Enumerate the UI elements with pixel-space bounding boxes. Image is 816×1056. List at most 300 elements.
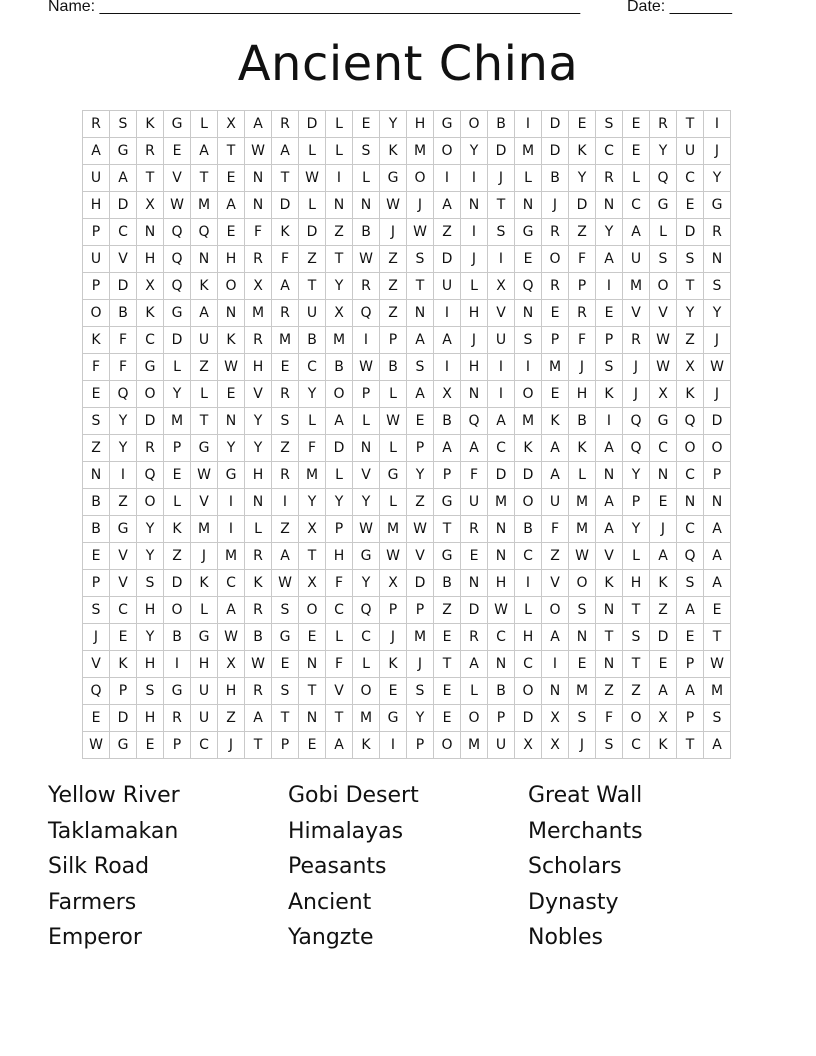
grid-cell: U — [191, 705, 218, 732]
grid-cell: R — [164, 705, 191, 732]
grid-cell: K — [650, 732, 677, 759]
grid-cell: O — [461, 705, 488, 732]
grid-cell: H — [191, 651, 218, 678]
date-line: Date: _______ — [627, 0, 732, 15]
grid-cell: T — [434, 516, 461, 543]
grid-cell: C — [515, 543, 542, 570]
grid-cell: Z — [380, 300, 407, 327]
grid-cell: Q — [164, 246, 191, 273]
grid-cell: Q — [677, 408, 704, 435]
grid-cell: P — [380, 327, 407, 354]
grid-cell: S — [272, 678, 299, 705]
grid-cell: L — [461, 273, 488, 300]
grid-cell: R — [83, 111, 110, 138]
grid-cell: B — [542, 165, 569, 192]
grid-cell: O — [515, 489, 542, 516]
grid-cell: W — [272, 570, 299, 597]
grid-cell: P — [380, 597, 407, 624]
grid-cell: T — [434, 651, 461, 678]
word-bank-item: Merchants — [528, 818, 643, 844]
grid-cell: A — [218, 192, 245, 219]
grid-cell: K — [83, 327, 110, 354]
grid-cell: E — [299, 624, 326, 651]
grid-cell: J — [461, 327, 488, 354]
grid-cell: W — [650, 354, 677, 381]
grid-cell: L — [380, 435, 407, 462]
grid-cell: I — [596, 273, 623, 300]
grid-cell: Z — [434, 219, 461, 246]
grid-cell: I — [461, 219, 488, 246]
grid-cell: X — [137, 192, 164, 219]
grid-cell: E — [704, 597, 731, 624]
grid-cell: M — [488, 489, 515, 516]
grid-cell: U — [434, 273, 461, 300]
grid-cell: E — [83, 543, 110, 570]
grid-cell: E — [164, 462, 191, 489]
grid-cell: D — [488, 138, 515, 165]
grid-cell: Y — [353, 570, 380, 597]
grid-cell: P — [623, 489, 650, 516]
grid-cell: W — [245, 138, 272, 165]
grid-cell: L — [164, 489, 191, 516]
grid-cell: Q — [164, 273, 191, 300]
grid-cell: S — [110, 111, 137, 138]
grid-cell: L — [515, 597, 542, 624]
grid-cell: R — [596, 165, 623, 192]
grid-cell: J — [704, 327, 731, 354]
grid-cell: M — [569, 516, 596, 543]
grid-cell: Q — [191, 219, 218, 246]
grid-cell: P — [164, 732, 191, 759]
grid-cell: S — [569, 597, 596, 624]
grid-cell: S — [407, 246, 434, 273]
grid-cell: G — [164, 678, 191, 705]
grid-cell: E — [353, 111, 380, 138]
grid-cell: K — [515, 435, 542, 462]
grid-cell: T — [191, 165, 218, 192]
grid-cell: C — [110, 597, 137, 624]
grid-cell: K — [380, 651, 407, 678]
grid-cell: L — [191, 597, 218, 624]
grid-cell: D — [650, 624, 677, 651]
grid-cell: N — [83, 462, 110, 489]
grid-cell: X — [137, 273, 164, 300]
grid-cell: P — [677, 651, 704, 678]
grid-cell: N — [407, 300, 434, 327]
grid-cell: L — [164, 354, 191, 381]
grid-cell: Z — [380, 273, 407, 300]
grid-cell: W — [218, 624, 245, 651]
grid-cell: Y — [110, 408, 137, 435]
grid-cell: N — [461, 381, 488, 408]
grid-cell: G — [434, 489, 461, 516]
grid-cell: M — [164, 408, 191, 435]
grid-cell: R — [650, 111, 677, 138]
grid-cell: P — [488, 705, 515, 732]
grid-cell: J — [83, 624, 110, 651]
grid-cell: I — [704, 111, 731, 138]
grid-cell: R — [569, 300, 596, 327]
grid-cell: K — [569, 435, 596, 462]
grid-cell: G — [434, 111, 461, 138]
grid-cell: O — [677, 435, 704, 462]
grid-cell: Z — [164, 543, 191, 570]
grid-cell: T — [272, 165, 299, 192]
grid-cell: V — [83, 651, 110, 678]
grid-cell: P — [596, 327, 623, 354]
grid-cell: X — [218, 111, 245, 138]
grid-cell: R — [245, 678, 272, 705]
word-bank-item: Gobi Desert — [288, 783, 419, 808]
grid-cell: T — [623, 597, 650, 624]
grid-cell: I — [515, 570, 542, 597]
grid-cell: N — [542, 678, 569, 705]
grid-cell: K — [596, 570, 623, 597]
grid-cell: D — [704, 408, 731, 435]
grid-cell: A — [407, 381, 434, 408]
grid-cell: Y — [596, 219, 623, 246]
grid-cell: I — [218, 516, 245, 543]
grid-cell: O — [650, 273, 677, 300]
grid-cell: C — [596, 138, 623, 165]
grid-cell: Y — [704, 300, 731, 327]
grid-cell: E — [272, 354, 299, 381]
grid-cell: S — [569, 705, 596, 732]
grid-cell: S — [515, 327, 542, 354]
grid-cell: E — [137, 732, 164, 759]
grid-cell: H — [218, 678, 245, 705]
grid-cell: H — [137, 597, 164, 624]
grid-cell: H — [245, 354, 272, 381]
grid-cell: N — [218, 300, 245, 327]
grid-cell: E — [677, 624, 704, 651]
grid-cell: R — [542, 219, 569, 246]
grid-cell: D — [137, 408, 164, 435]
grid-cell: J — [650, 516, 677, 543]
grid-cell: D — [515, 705, 542, 732]
grid-cell: Z — [380, 246, 407, 273]
grid-cell: D — [299, 219, 326, 246]
grid-cell: D — [272, 192, 299, 219]
grid-cell: F — [461, 462, 488, 489]
grid-cell: D — [164, 327, 191, 354]
grid-cell: O — [137, 489, 164, 516]
grid-cell: U — [191, 678, 218, 705]
grid-cell: Y — [326, 489, 353, 516]
grid-cell: L — [299, 408, 326, 435]
grid-cell: K — [110, 651, 137, 678]
grid-cell: T — [299, 678, 326, 705]
grid-cell: Y — [704, 165, 731, 192]
grid-cell: O — [83, 300, 110, 327]
grid-cell: I — [515, 111, 542, 138]
grid-cell: S — [83, 408, 110, 435]
grid-cell: L — [380, 381, 407, 408]
grid-cell: Z — [569, 219, 596, 246]
grid-cell: M — [569, 489, 596, 516]
grid-cell: T — [407, 273, 434, 300]
word-search-grid — [82, 110, 731, 759]
grid-cell: D — [326, 435, 353, 462]
grid-cell: J — [569, 354, 596, 381]
grid-cell: D — [461, 597, 488, 624]
grid-cell: Q — [353, 597, 380, 624]
grid-cell: O — [299, 597, 326, 624]
grid-cell: H — [137, 651, 164, 678]
grid-cell: E — [83, 705, 110, 732]
grid-cell: H — [461, 354, 488, 381]
grid-cell: Z — [596, 678, 623, 705]
grid-cell: D — [407, 570, 434, 597]
grid-cell: M — [353, 705, 380, 732]
grid-cell: F — [542, 516, 569, 543]
grid-cell: M — [461, 732, 488, 759]
grid-cell: Z — [110, 489, 137, 516]
grid-cell: S — [704, 273, 731, 300]
grid-cell: F — [569, 327, 596, 354]
grid-cell: G — [434, 543, 461, 570]
grid-cell: N — [218, 408, 245, 435]
grid-cell: J — [542, 192, 569, 219]
grid-cell: K — [218, 327, 245, 354]
grid-cell: L — [461, 678, 488, 705]
grid-cell: G — [650, 408, 677, 435]
grid-cell: M — [515, 138, 542, 165]
grid-cell: Y — [461, 138, 488, 165]
grid-cell: J — [407, 192, 434, 219]
grid-cell: Q — [137, 462, 164, 489]
grid-cell: K — [677, 381, 704, 408]
grid-cell: L — [515, 165, 542, 192]
word-bank-item: Great Wall — [528, 783, 643, 808]
grid-cell: T — [623, 651, 650, 678]
grid-cell: A — [110, 165, 137, 192]
grid-cell: R — [137, 435, 164, 462]
grid-cell: G — [191, 435, 218, 462]
grid-cell: V — [245, 381, 272, 408]
grid-cell: U — [542, 489, 569, 516]
grid-cell: N — [191, 246, 218, 273]
grid-cell: W — [353, 516, 380, 543]
grid-cell: D — [569, 192, 596, 219]
grid-cell: W — [569, 543, 596, 570]
grid-cell: Q — [623, 435, 650, 462]
grid-cell: W — [164, 192, 191, 219]
grid-cell: E — [515, 246, 542, 273]
grid-cell: E — [434, 624, 461, 651]
grid-cell: A — [461, 435, 488, 462]
grid-cell: X — [380, 570, 407, 597]
grid-cell: S — [650, 246, 677, 273]
grid-cell: Z — [407, 489, 434, 516]
grid-cell: A — [191, 138, 218, 165]
grid-cell: V — [164, 165, 191, 192]
grid-cell: E — [218, 219, 245, 246]
grid-cell: Z — [272, 516, 299, 543]
grid-cell: E — [650, 651, 677, 678]
grid-cell: E — [110, 624, 137, 651]
grid-cell: E — [380, 678, 407, 705]
grid-cell: S — [407, 678, 434, 705]
grid-cell: X — [218, 651, 245, 678]
grid-cell: B — [488, 678, 515, 705]
grid-cell: N — [245, 192, 272, 219]
grid-cell: S — [272, 408, 299, 435]
grid-cell: H — [326, 543, 353, 570]
grid-cell: A — [191, 300, 218, 327]
grid-cell: L — [191, 381, 218, 408]
grid-cell: P — [434, 462, 461, 489]
grid-cell: X — [650, 705, 677, 732]
grid-cell: W — [353, 354, 380, 381]
grid-cell: E — [569, 111, 596, 138]
grid-cell: Y — [218, 435, 245, 462]
grid-cell: E — [542, 300, 569, 327]
grid-cell: J — [191, 543, 218, 570]
grid-cell: Z — [218, 705, 245, 732]
grid-cell: M — [515, 408, 542, 435]
grid-cell: K — [353, 732, 380, 759]
grid-cell: G — [704, 192, 731, 219]
grid-cell: I — [488, 381, 515, 408]
grid-cell: E — [434, 705, 461, 732]
grid-cell: L — [623, 543, 650, 570]
grid-cell: I — [434, 354, 461, 381]
grid-cell: W — [380, 543, 407, 570]
grid-cell: G — [164, 300, 191, 327]
grid-cell: Q — [83, 678, 110, 705]
grid-cell: Y — [137, 624, 164, 651]
grid-cell: E — [164, 138, 191, 165]
grid-cell: K — [245, 570, 272, 597]
grid-cell: I — [488, 246, 515, 273]
grid-cell: S — [137, 570, 164, 597]
grid-cell: C — [326, 597, 353, 624]
grid-cell: H — [461, 300, 488, 327]
grid-cell: Q — [623, 408, 650, 435]
grid-cell: T — [272, 705, 299, 732]
grid-cell: T — [245, 732, 272, 759]
grid-cell: Z — [434, 597, 461, 624]
grid-cell: E — [299, 732, 326, 759]
grid-cell: R — [704, 219, 731, 246]
grid-cell: P — [407, 435, 434, 462]
grid-cell: E — [569, 651, 596, 678]
grid-cell: I — [596, 408, 623, 435]
grid-cell: G — [272, 624, 299, 651]
grid-cell: I — [353, 327, 380, 354]
grid-cell: D — [110, 273, 137, 300]
grid-cell: S — [677, 246, 704, 273]
grid-cell: K — [542, 408, 569, 435]
grid-cell: Y — [353, 489, 380, 516]
grid-cell: L — [380, 489, 407, 516]
grid-cell: S — [353, 138, 380, 165]
grid-cell: P — [677, 705, 704, 732]
grid-cell: N — [461, 570, 488, 597]
word-bank-item: Dynasty — [528, 889, 619, 915]
grid-cell: T — [326, 705, 353, 732]
grid-cell: C — [623, 192, 650, 219]
grid-cell: K — [380, 138, 407, 165]
grid-cell: L — [353, 408, 380, 435]
grid-cell: A — [434, 327, 461, 354]
grid-cell: B — [569, 408, 596, 435]
grid-cell: C — [677, 516, 704, 543]
grid-cell: C — [353, 624, 380, 651]
grid-cell: L — [299, 192, 326, 219]
grid-cell: G — [515, 219, 542, 246]
grid-cell: B — [326, 354, 353, 381]
grid-cell: X — [245, 273, 272, 300]
grid-cell: R — [245, 543, 272, 570]
grid-cell: Y — [326, 273, 353, 300]
grid-cell: A — [704, 516, 731, 543]
grid-cell: P — [326, 516, 353, 543]
grid-cell: F — [326, 570, 353, 597]
grid-cell: W — [299, 165, 326, 192]
grid-cell: K — [650, 570, 677, 597]
grid-cell: I — [488, 354, 515, 381]
grid-cell: K — [191, 570, 218, 597]
grid-cell: A — [623, 219, 650, 246]
grid-cell: V — [110, 246, 137, 273]
grid-cell: N — [137, 219, 164, 246]
grid-cell: I — [164, 651, 191, 678]
grid-cell: M — [299, 462, 326, 489]
grid-cell: C — [488, 624, 515, 651]
grid-cell: N — [299, 705, 326, 732]
grid-cell: I — [461, 165, 488, 192]
grid-cell: S — [272, 597, 299, 624]
grid-cell: J — [407, 651, 434, 678]
grid-cell: X — [488, 273, 515, 300]
grid-cell: Y — [677, 300, 704, 327]
grid-cell: A — [83, 138, 110, 165]
grid-cell: M — [218, 543, 245, 570]
grid-cell: F — [299, 435, 326, 462]
grid-cell: J — [704, 138, 731, 165]
grid-cell: M — [380, 516, 407, 543]
grid-cell: G — [380, 165, 407, 192]
grid-cell: A — [272, 273, 299, 300]
grid-cell: F — [272, 246, 299, 273]
grid-cell: A — [596, 516, 623, 543]
grid-cell: N — [353, 435, 380, 462]
grid-cell: G — [380, 462, 407, 489]
grid-cell: N — [704, 246, 731, 273]
grid-cell: H — [245, 462, 272, 489]
grid-cell: G — [218, 462, 245, 489]
grid-cell: Y — [137, 543, 164, 570]
grid-cell: L — [326, 138, 353, 165]
grid-cell: R — [272, 111, 299, 138]
grid-cell: P — [110, 678, 137, 705]
grid-cell: H — [623, 570, 650, 597]
grid-cell: I — [542, 651, 569, 678]
grid-cell: R — [137, 138, 164, 165]
name-line: Name: ______________________________________________________ — [48, 0, 581, 15]
grid-cell: N — [488, 516, 515, 543]
grid-cell: U — [461, 489, 488, 516]
grid-cell: N — [245, 489, 272, 516]
grid-cell: J — [380, 624, 407, 651]
grid-cell: X — [326, 300, 353, 327]
grid-cell: U — [83, 246, 110, 273]
grid-cell: M — [569, 678, 596, 705]
grid-cell: V — [623, 300, 650, 327]
grid-cell: X — [515, 732, 542, 759]
